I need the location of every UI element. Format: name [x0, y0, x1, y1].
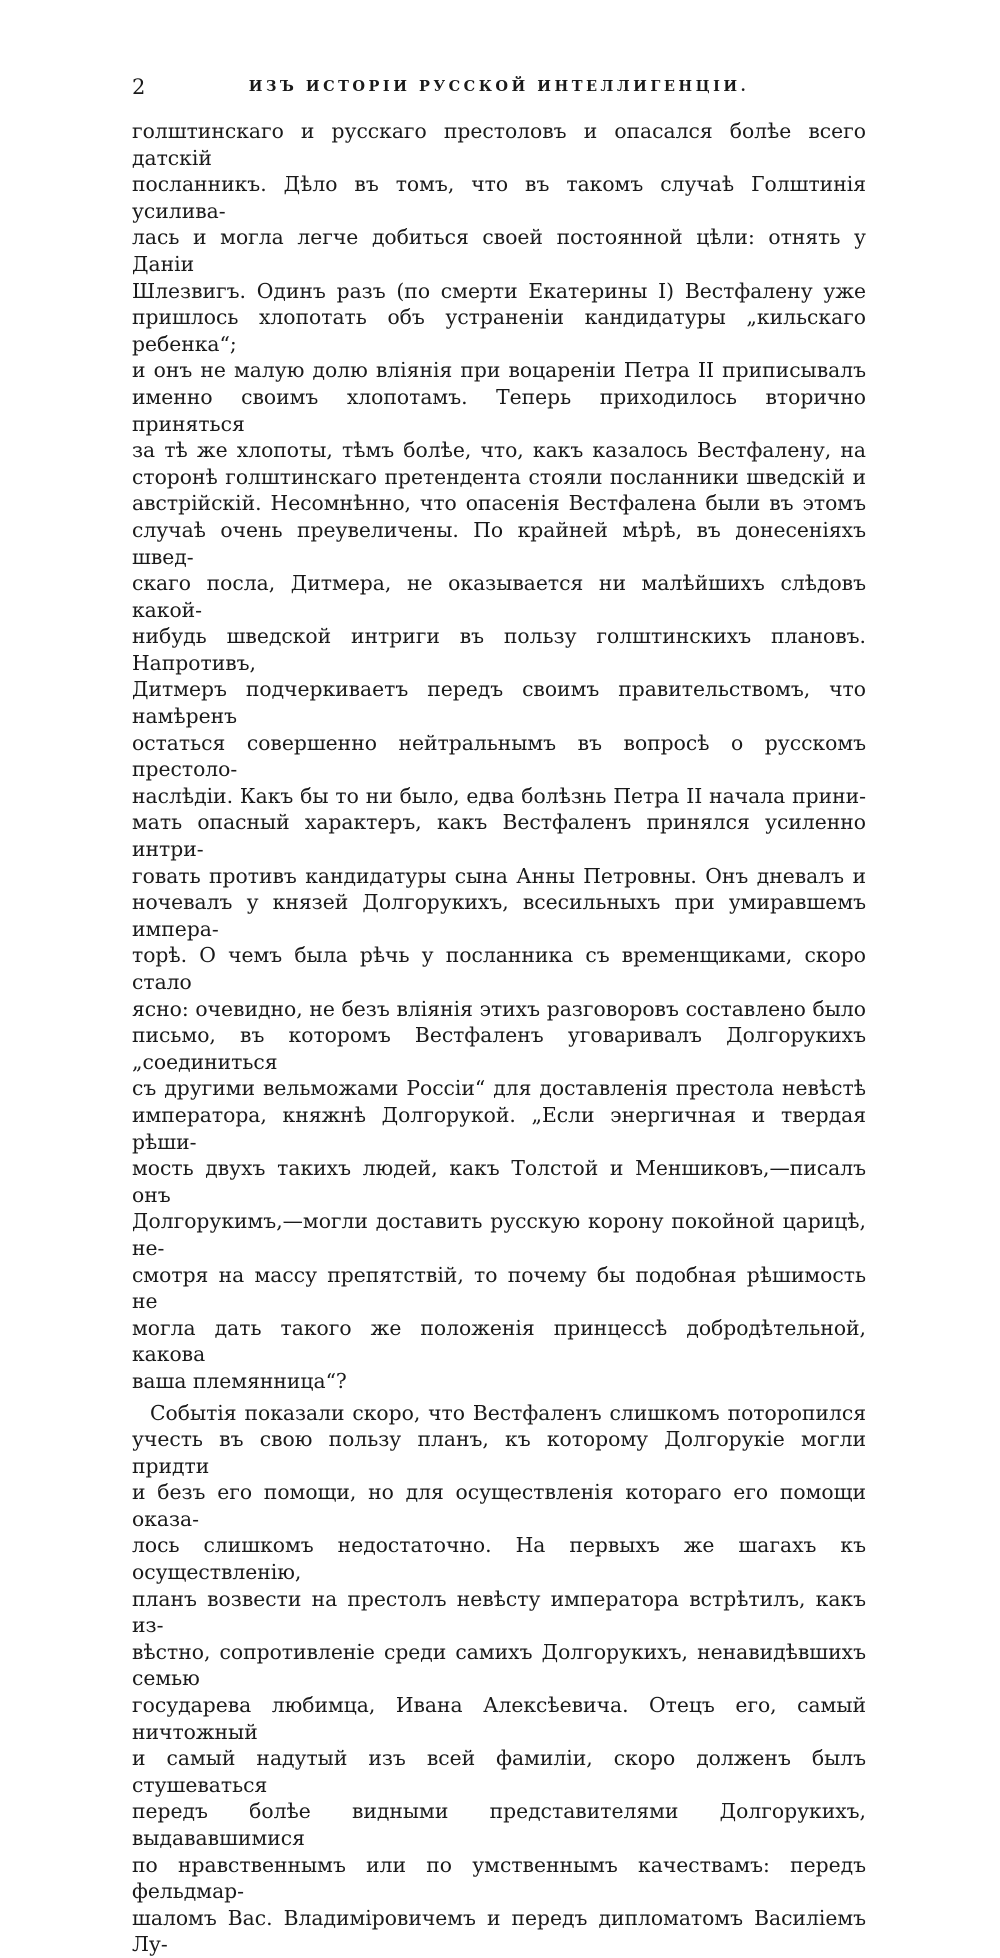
text-line: и самый надутый изъ всей фамиліи, скоро долженъ былъ стушеваться: [132, 1746, 866, 1797]
paragraph-2: [132, 1400, 866, 1958]
text-line: письмо, въ которомъ Вестфаленъ уговаривалъ Долгорукихъ „соединиться: [132, 1023, 866, 1074]
text-line: учесть въ свою пользу планъ, къ которому Долгорукіе могли придти: [132, 1427, 866, 1478]
text-line: Дитмеръ подчеркиваетъ передъ своимъ правительствомъ, что намѣренъ: [132, 677, 866, 729]
text-line: шаломъ Вас. Владиміровичемъ и передъ дипломатомъ Василіемъ Лу-: [132, 1905, 866, 1957]
text-line: остаться совершенно нейтральнымъ въ вопросѣ о русскомъ престоло-: [132, 730, 866, 782]
text-line: Событія показали скоро, что Вестфаленъ слишкомъ поторопился: [150, 1400, 866, 1425]
text-line: по нравственнымъ или по умственнымъ качествамъ: передъ фельдмар-: [132, 1852, 866, 1904]
text-line: мость двухъ такихъ людей, какъ Толстой и Меншиковъ,—писалъ онъ: [132, 1156, 866, 1207]
text-line: ваша племянница“?: [132, 1368, 347, 1393]
text-line: мать опасный характеръ, какъ Вестфаленъ принялся усиленно интри-: [132, 810, 866, 862]
text-line: австрійскій. Несомнѣнно, что опасенія Вестфалена были въ этомъ: [132, 491, 866, 516]
text-line: пришлось хлопотать объ устраненіи кандидатуры „кильскаго ребенка“;: [132, 305, 866, 356]
paragraph-1: [132, 118, 866, 1395]
text-line: торѣ. О чемъ была рѣчь у посланника съ временщиками, скоро стало: [132, 943, 866, 994]
text-line: говать противъ кандидатуры сына Анны Петровны. Онъ дневалъ и: [132, 863, 866, 888]
text-line: ясно: очевидно, не безъ вліянія этихъ разговоровъ составлено было: [132, 996, 866, 1021]
page-number: 2: [132, 75, 146, 99]
text-line: смотря на массу препятствій, то почему бы подобная рѣшимость не: [132, 1262, 866, 1314]
text-line: лось слишкомъ недостаточно. На первыхъ же шагахъ къ осуществленію,: [132, 1533, 866, 1585]
text-line: случаѣ очень преувеличены. По крайней мѣрѣ, въ донесеніяхъ швед-: [132, 517, 866, 569]
text-line: скаго посла, Дитмера, не оказывается ни малѣйшихъ слѣдовъ какой-: [132, 571, 866, 622]
text-line: и онъ не малую долю вліянія при воцареніи Петра II приписывалъ: [132, 358, 866, 383]
text-line: Шлезвигъ. Одинъ разъ (по смерти Екатерины I) Вестфалену уже: [132, 278, 866, 303]
page-header: [132, 72, 866, 102]
text-line: именно своимъ хлопотамъ. Теперь приходилось вторично приняться: [132, 384, 866, 436]
text-line: голштинскаго и русскаго престоловъ и опасался болѣе всего датскій: [132, 119, 866, 170]
text-line: планъ возвести на престолъ невѣсту императора встрѣтилъ, какъ из-: [132, 1586, 866, 1638]
text-line: Долгорукимъ,—могли доставить русскую корону покойной царицѣ, не-: [132, 1209, 866, 1260]
running-title: ИЗЪ ИСТОРІИ РУССКОЙ ИНТЕЛЛИГЕНЦІИ.: [248, 78, 750, 95]
text-line: за тѣ же хлопоты, тѣмъ болѣе, что, какъ казалось Вестфалену, на: [132, 438, 866, 463]
text-line: ночевалъ у князей Долгорукихъ, всесильныхъ при умиравшемъ импера-: [132, 890, 866, 941]
text-line: съ другими вельможами Россіи“ для доставленія престола невѣстѣ: [132, 1076, 866, 1101]
text-line: передъ болѣе видными представителями Долгорукихъ, выдававшимися: [132, 1799, 866, 1850]
text-line: сторонѣ голштинскаго претендента стояли посланники шведскій и: [132, 464, 866, 489]
text-line: государева любимца, Ивана Алексѣевича. Отецъ его, самый ничтожный: [132, 1693, 866, 1744]
text-line: лась и могла легче добиться своей постоянной цѣли: отнять у Даніи: [132, 225, 866, 276]
text-line: посланникъ. Дѣло въ томъ, что въ такомъ случаѣ Голштинія усилива-: [132, 172, 866, 223]
text-line: могла дать такого же положенія принцессѣ добродѣтельной, какова: [132, 1315, 866, 1367]
text-line: вѣстно, сопротивленіе среди самихъ Долгорукихъ, ненавидѣвшихъ семью: [132, 1639, 866, 1691]
text-line: наслѣдіи. Какъ бы то ни было, едва болѣзнь Петра II начала прини-: [132, 783, 866, 808]
text-line: и безъ его помощи, но для осуществленія котораго его помощи оказа-: [132, 1480, 866, 1531]
text-line: императора, княжнѣ Долгорукой. „Если энергичная и твердая рѣши-: [132, 1102, 866, 1154]
book-page: [132, 72, 866, 1958]
text-line: нибудь шведской интриги въ пользу голштинскихъ плановъ. Напротивъ,: [132, 624, 866, 675]
